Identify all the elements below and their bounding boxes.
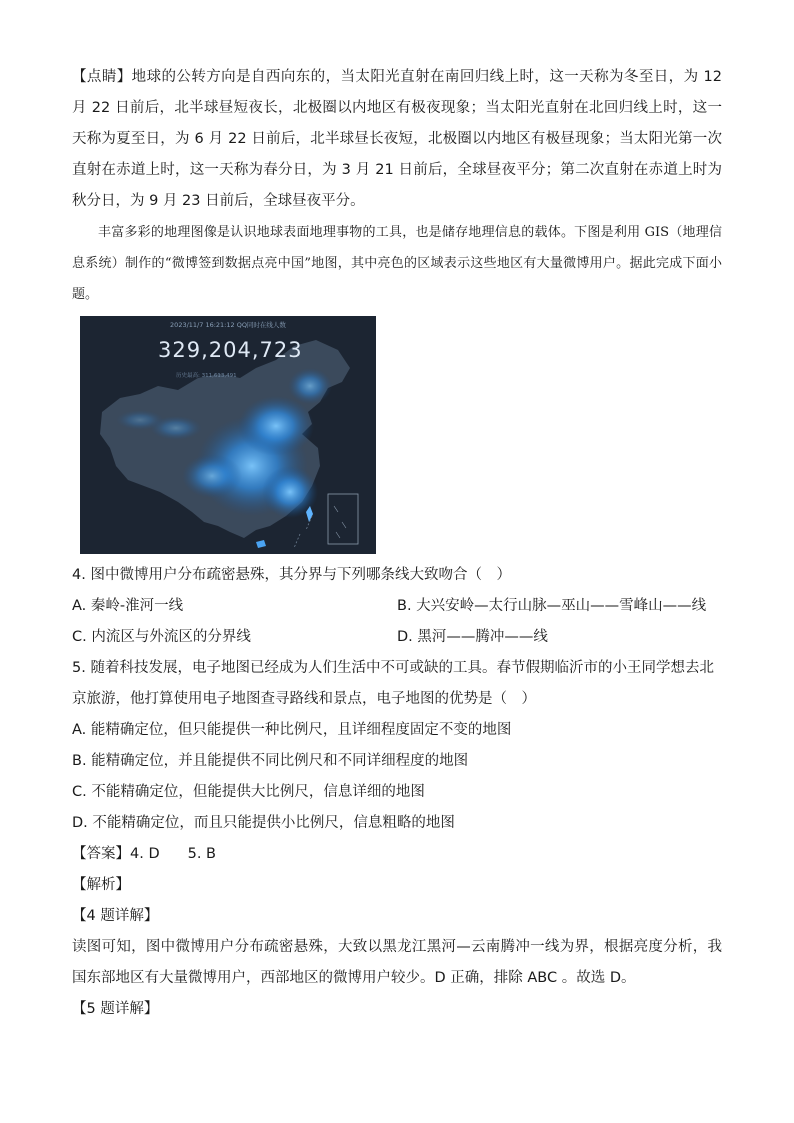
map-online-count: 329,204,723 xyxy=(158,338,303,362)
dianjing-paragraph xyxy=(72,62,722,217)
answer-5: 5. B xyxy=(187,846,217,862)
q4-option-b: B. 大兴安岭—太行山脉—巫山——雪峰山——线 xyxy=(397,598,707,614)
q5-option-a: A. 能精确定位，但只能提供一种比例尺，且详细程度固定不变的地图 xyxy=(72,722,512,738)
document-page xyxy=(72,62,722,1025)
analysis-heading: 【解析】 xyxy=(72,877,130,893)
detail-4-text: 读图可知，图中微博用户分布疏密悬殊，大致以黑龙江黑河—云南腾冲一线为界，根据亮度分析，我国东部地区有大量微博用户，西部地区的微博用户较少。D 正确，排除 ABC 。故选 D。 xyxy=(72,939,722,986)
dianjing-tag: 【点睛】 xyxy=(72,69,132,85)
hainan-island xyxy=(256,540,266,548)
detail-4-heading: 【4 题详解】 xyxy=(72,908,159,924)
weibo-map-figure xyxy=(80,316,376,554)
q4-option-a: A. 秦岭-淮河一线 xyxy=(72,598,184,614)
dianjing-text: 地球的公转方向是自西向东的，当太阳光直射在南回归线上时，这一天称为冬至日，为 12 月 22 日前后，北半球昼短夜长，北极圈以内地区有极夜现象；当太阳光直射在北回归线上时，这一天称为夏至日，为 6 月 22 日前后，北半球昼长夜短，北极圈以内地区有极昼现象；当太阳光第一次直射在赤道上时，这一天称为春分日，为 3 月 21 日前后，全球昼夜平分；第二次直射在赤道上时为秋分日，为 9 月 23 日前后，全球昼夜平分。 xyxy=(72,69,722,209)
answer-4: 4. D xyxy=(130,846,160,862)
answer-line xyxy=(72,839,722,870)
q5-option-d: D. 不能精确定位，而且只能提供小比例尺，信息粗略的地图 xyxy=(72,815,455,831)
q5-option-b: B. 能精确定位，并且能提供不同比例尺和不同详细程度的地图 xyxy=(72,753,469,769)
detail-5-heading: 【5 题详解】 xyxy=(72,1001,159,1017)
q5-option-c: C. 不能精确定位，但能提供大比例尺，信息详细的地图 xyxy=(72,784,425,800)
south-china-sea-inset xyxy=(328,494,358,544)
map-historic-high: 历史最高: 311,613,491 xyxy=(176,373,237,379)
answer-tag: 【答案】 xyxy=(72,846,130,862)
question-4-options-row2 xyxy=(72,622,722,653)
intro-paragraph: 丰富多彩的地理图像是认识地球表面地理事物的工具，也是储存地理信息的载体。下图是利用 GIS（地理信息系统）制作的“微博签到数据点亮中国”地图，其中亮色的区域表示这些地区有大量微博用户。据此完成下面小题。 xyxy=(72,225,722,302)
map-header-text: 2023/11/7 16:21:12 QQ同时在线人数 xyxy=(170,321,286,329)
q4-option-d: D. 黑河——腾冲——线 xyxy=(397,629,548,645)
question-4-options-row1 xyxy=(72,591,722,622)
q4-option-c: C. 内流区与外流区的分界线 xyxy=(72,629,251,645)
question-5-stem: 5. 随着科技发展，电子地图已经成为人们生活中不可或缺的工具。春节假期临沂市的小王同学想去北京旅游，他打算使用电子地图查寻路线和景点，电子地图的优势是（ ） xyxy=(72,660,714,707)
question-4-stem: 4. 图中微博用户分布疏密悬殊，其分界与下列哪条线大致吻合（ ） xyxy=(72,567,511,583)
